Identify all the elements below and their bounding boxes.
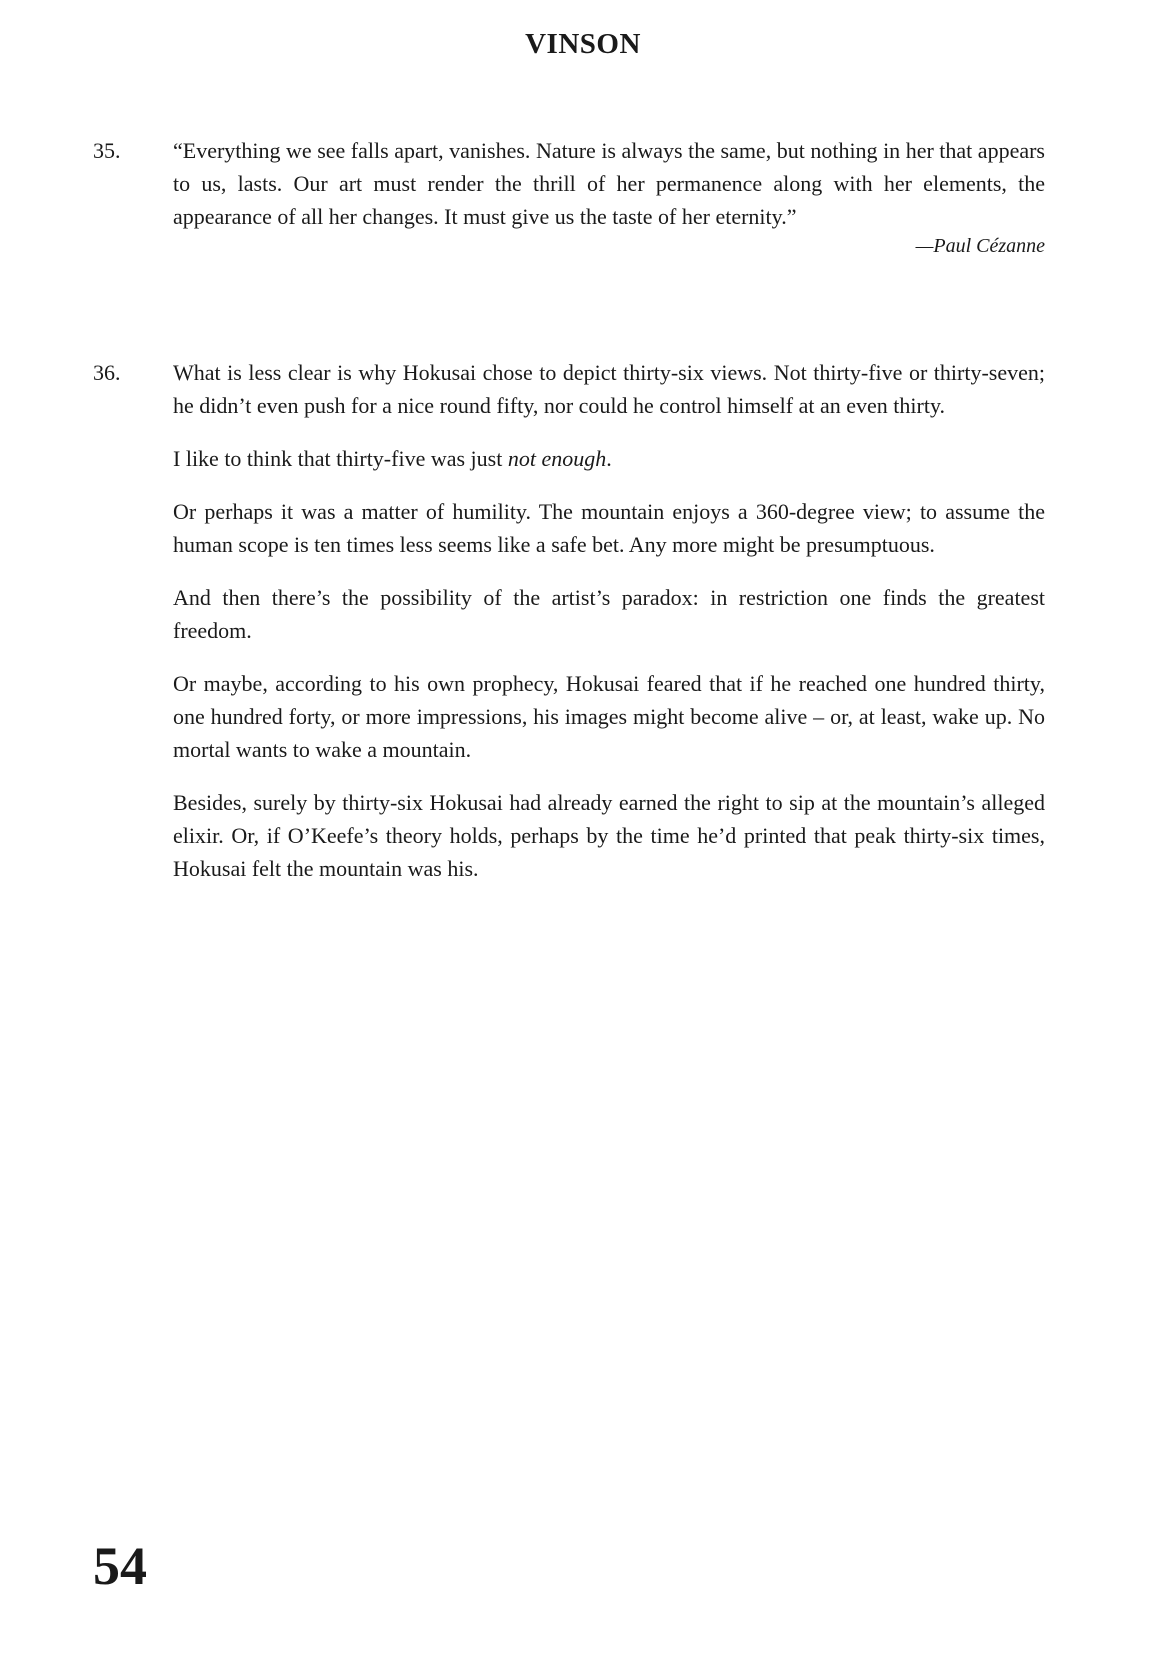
entry-number: 36.: [93, 360, 121, 385]
running-head: VINSON: [525, 28, 641, 60]
body-paragraph: Or perhaps it was a matter of humility. The mountain enjoys a 360-degree view; to assume the human scope is ten times less seems like a safe bet. Any more might be presumptuous.: [173, 499, 1045, 557]
body-paragraph: [173, 442, 1045, 475]
emphasized-text: not enough: [507, 446, 607, 471]
body-paragraph: Besides, surely by thirty-six Hokusai had already earned the right to sip at the mountain’s alleged elixir. Or, if O’Keefe’s theory holds, perhaps by the time he’d printed that peak thirty-six times, Hokusai felt the mountain was his.: [173, 790, 1045, 881]
quote-attribution: —Paul Cézanne: [915, 235, 1045, 257]
body-paragraph: Or maybe, according to his own prophecy, Hokusai feared that if he reached one hundred thirty, one hundred forty, or more impressions, his images might become alive – or, at least, wake up. No mortal wants to wake a mountain.: [173, 671, 1045, 762]
page-number: 54: [93, 1536, 147, 1596]
entry-number: 35.: [93, 138, 121, 163]
paragraph-text: .: [606, 446, 612, 471]
quote-paragraph: “Everything we see falls apart, vanishes. Nature is always the same, but nothing in her that appears to us, lasts. Our art must render the thrill of her permanence along with her elements, the appearance of all her changes. It must give us the taste of her eternity.”: [173, 138, 1045, 229]
entry-body: [173, 356, 1045, 905]
paragraph-text: I like to think that thirty-five was just: [173, 446, 508, 471]
body-paragraph: And then there’s the possibility of the artist’s paradox: in restriction one finds the greatest freedom.: [173, 585, 1045, 643]
entry-body: [173, 134, 1045, 259]
body-paragraph: What is less clear is why Hokusai chose to depict thirty-six views. Not thirty-five or thirty-seven; he didn’t even push for a nice round fifty, nor could he control himself at an even thirty.: [173, 360, 1045, 418]
